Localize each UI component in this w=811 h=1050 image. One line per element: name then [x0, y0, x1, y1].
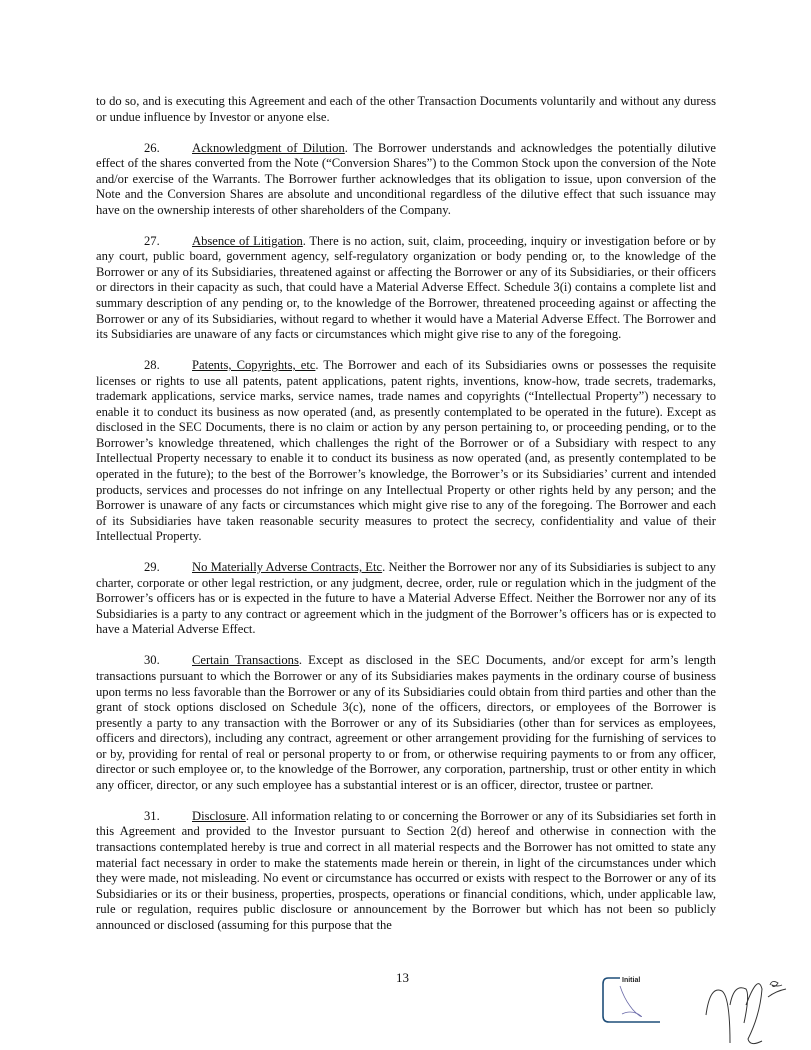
section-number: 27. — [144, 233, 160, 248]
section-number: 26. — [144, 140, 160, 155]
section-heading: Certain Transactions — [192, 653, 299, 668]
section-29 — [96, 560, 716, 638]
section-number: 28. — [144, 358, 160, 373]
section-body: . There is no action, suit, claim, proceeding, inquiry or investigation before or by any court, public board, government agency, self-regulatory organization or body pending or, to the knowledge of the Borrower or any of its Subsidiaries, threatened against or affecting the Borrower or any of its Subsidiaries, or their officers or directors in their capacity as such, that could have a Material Adverse Effect. Schedule 3(i) contains a complete list and summary description of any pending or, to the knowledge of the Borrower, threatened proceeding against or affecting the Borrower or any of its Subsidiaries, without regard to whether it would have a Material Adverse Effect. The Borrower and its Subsidiaries are unaware of any facts or circumstances which might give rise to any of the foregoing. — [96, 233, 716, 342]
section-number: 30. — [144, 653, 160, 668]
section-heading: Disclosure — [192, 808, 246, 823]
section-27 — [96, 234, 716, 343]
document-body — [96, 94, 716, 949]
section-number: 29. — [144, 560, 160, 575]
section-body: . The Borrower understands and acknowledges the potentially dilutive effect of the shares converted from the Note (“Conversion Shares”) to the Common Stock upon the conversion of the Note and/or exercise of the Warrants. The Borrower further acknowledges that its obligation to issue, upon conversion of the Note and the Conversion Shares are absolute and unconditional regardless of the dilutive effect that such issuance may have on the ownership interests of other shareholders of the Company. — [96, 140, 716, 217]
page-number: 13 — [396, 970, 409, 985]
section-number: 31. — [144, 808, 160, 823]
section-heading: Acknowledgment of Dilution — [192, 140, 345, 155]
section-heading: No Materially Adverse Contracts, Etc — [192, 560, 383, 575]
section-heading: Patents, Copyrights, etc — [192, 358, 316, 373]
section-body: . All information relating to or concerning the Borrower or any of its Subsidiaries set forth in this Agreement and provided to the Investor pursuant to Section 2(d) hereof and otherwise in connection with the transactions contemplated hereby is true and correct in all material respects and the Borrower has not omitted to state any material fact necessary in order to make the statements made herein or therein, in light of the circumstances under which they were made, not misleading. No event or circumstance has occurred or exists with respect to the Borrower or any of its Subsidiaries or its or their business, properties, prospects, operations or financial conditions, which, under applicable law, rule or regulation, requires public disclosure or announcement by the Borrower but which has not been so publicly announced or disclosed (assuming for this purpose that the — [96, 808, 716, 932]
section-28 — [96, 358, 716, 545]
section-30 — [96, 653, 716, 793]
section-26 — [96, 141, 716, 219]
section-31 — [96, 809, 716, 933]
section-body: . The Borrower and each of its Subsidiaries owns or possesses the requisite licenses or rights to use all patents, patent applications, patent rights, inventions, know-how, trade secrets, trademarks, trademark applications, service marks, service names, trade names and copyrights (“Intellectual Property”) necessary to enable it to conduct its business as now operated (and, as presently contemplated to be operated in the future). Except as disclosed in the SEC Documents, there is no claim or action by any person pertaining to, or proceeding pending, or to the Borrower’s knowledge threatened, which challenges the right of the Borrower or of a Subsidiary with respect to any Intellectual Property necessary to enable it to conduct its business as now operated (and, as presently contemplated to be operated in the future); to the best of the Borrower’s knowledge, the Borrower’s or its Subsidiaries’ current and intended products, services and processes do not infringe on any Intellectual Property or other rights held by any person; and the Borrower is unaware of any facts or circumstances which might give rise to any of the foregoing. The Borrower and each of its Subsidiaries have taken reasonable security measures to protect the secrecy, confidentiality and value of their Intellectual Property. — [96, 358, 716, 544]
signature-icon — [700, 975, 800, 1047]
initial-label: Initial — [622, 977, 641, 984]
intro-paragraph: to do so, and is executing this Agreement and each of the other Transaction Documents voluntarily and without any duress or undue influence by Investor or anyone else. — [96, 94, 716, 124]
section-body: . Neither the Borrower nor any of its Subsidiaries is subject to any charter, corporate or other legal restriction, or any judgment, decree, order, rule or regulation which in the judgment of the Borrower’s officers has or is expected in the future to have a Material Adverse Effect. Neither the Borrower nor any of its Subsidiaries is a party to any contract or agreement which in the judgment of the Borrower’s officers has or is expected to have a Material Adverse Effect. — [96, 560, 716, 637]
section-body: . Except as disclosed in the SEC Documents, and/or except for arm’s length transactions pursuant to which the Borrower or any of its Subsidiaries makes payments in the ordinary course of business upon terms no less favorable than the Borrower or any of its Subsidiaries could obtain from third parties and other than the grant of stock options disclosed on Schedule 3(c), none of the officers, directors, or employees of the Borrower is presently a party to any transaction with the Borrower or any of its Subsidiaries (other than for services as employees, officers and directors), including any contract, agreement or other arrangement providing for the furnishing of services to or by, providing for rental of real or personal property to or from, or otherwise requiring payments to or from any officer, director or such employee or, to the knowledge of the Borrower, any corporation, partnership, trust or other entity in which any officer, director, or any such employee has a substantial interest or is an officer, director, trustee or partner. — [96, 653, 716, 792]
section-heading: Absence of Litigation — [192, 233, 303, 248]
